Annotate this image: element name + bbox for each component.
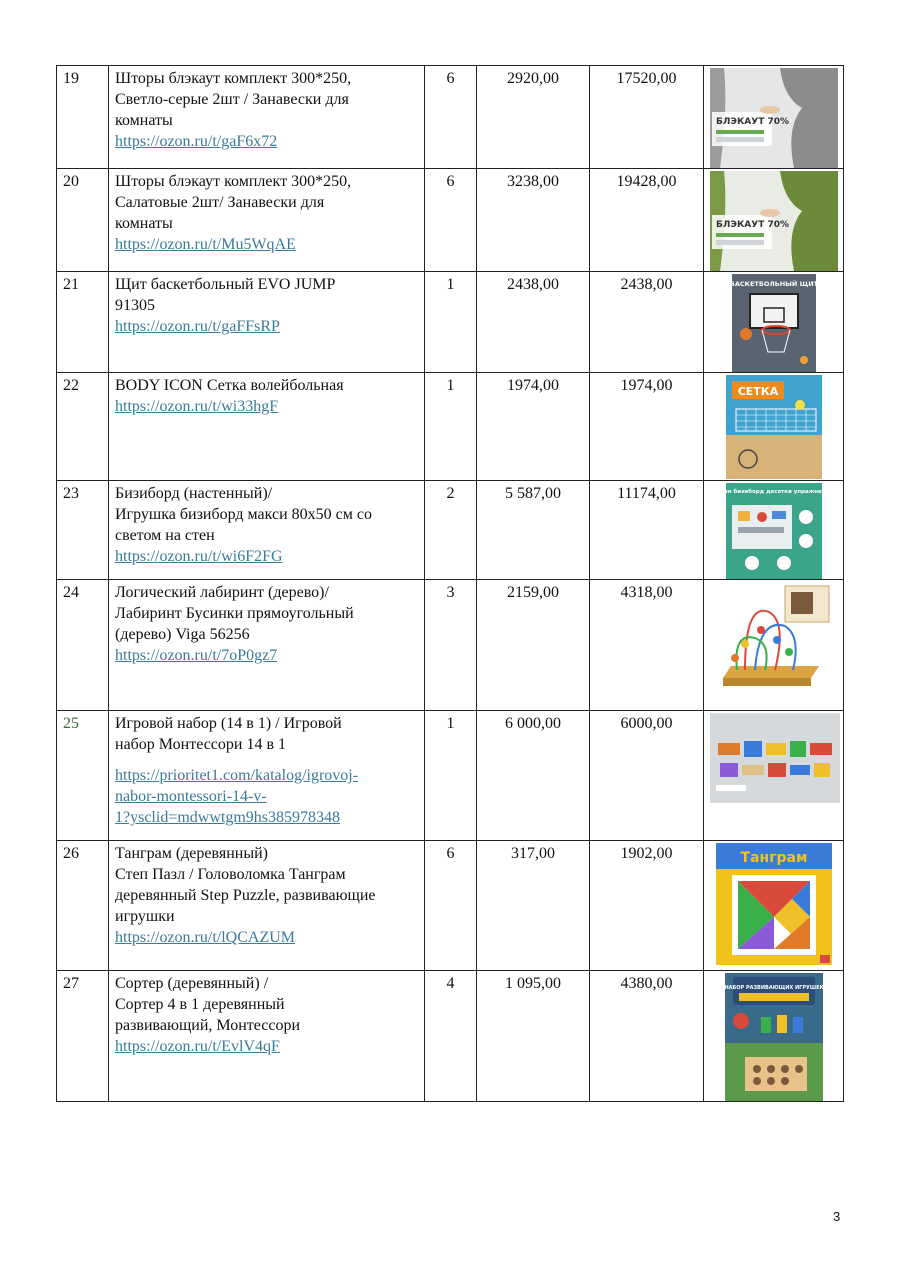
item-quantity: 2 [425,481,477,580]
row-number: 23 [57,481,109,580]
product-image [704,971,844,1102]
item-link[interactable]: https://ozon.ru/t/lQCAZUM [115,929,295,946]
table-row [57,373,844,481]
item-quantity: 6 [425,66,477,169]
item-sum: 19428,00 [590,169,704,272]
table-row [57,272,844,373]
product-image [704,481,844,580]
item-sum: 17520,00 [590,66,704,169]
item-quantity: 1 [425,272,477,373]
product-image [704,580,844,711]
item-price: 317,00 [477,841,590,971]
item-name: BODY ICON Сетка волейбольная https://ozon.ru/t/wi33hgF [109,373,425,481]
svg-text:БЛЭКАУТ 70%: БЛЭКАУТ 70% [716,117,790,127]
item-name: Шторы блэкаут комплект 300*250, Салатовые 2шт/ Занавески для комнаты https://ozon.ru/t/Mu5WqAE [109,169,425,272]
item-price: 2159,00 [477,580,590,711]
item-name: Игровой набор (14 в 1) / Игровой набор Монтессори 14 в 1 https://prioritet1.com/katalog/igrovoj- nabor-montessori-14-v- 1?ysclid=mdwwtgm9hs385978348 [109,711,425,841]
product-image [704,169,844,272]
row-number: 21 [57,272,109,373]
row-number: 24 [57,580,109,711]
item-link[interactable]: https://ozon.ru/t/gaF6x72 [115,133,278,150]
product-image [704,711,844,841]
svg-text:Один бизиборд десятки упражнен: Один бизиборд десятки упражнений [714,489,833,495]
volleyball-net-image [726,375,822,479]
item-name: Танграм (деревянный) Степ Пазл / Головоломка Танграм деревянный Step Puzzle, развивающие игрушки https://ozon.ru/t/lQCAZUM [109,841,425,971]
items-table [56,65,844,1102]
table-row [57,711,844,841]
table-row [57,169,844,272]
item-link[interactable]: https://ozon.ru/t/wi33hgF [115,398,279,415]
table-row [57,841,844,971]
row-number: 19 [57,66,109,169]
row-number: 27 [57,971,109,1102]
item-name: Логический лабиринт (дерево)/ Лабиринт Бусинки прямоугольный (дерево) Viga 56256 https://ozon.ru/t/7oP0gz7 [109,580,425,711]
item-price: 1974,00 [477,373,590,481]
item-name: Бизиборд (настенный)/ Игрушка бизиборд макси 80x50 см со светом на стен https://ozon.ru/t/wi6F2FG [109,481,425,580]
item-name: Шторы блэкаут комплект 300*250, Светло-серые 2шт / Занавески для комнаты https://ozon.ru/t/gaF6x72 [109,66,425,169]
item-price: 1 095,00 [477,971,590,1102]
item-sum: 4380,00 [590,971,704,1102]
item-quantity: 6 [425,841,477,971]
product-image [704,373,844,481]
row-number: 20 [57,169,109,272]
row-number: 26 [57,841,109,971]
item-link[interactable]: https://ozon.ru/t/wi6F2FG [115,548,283,565]
item-price: 2438,00 [477,272,590,373]
svg-text:БАСКЕТБОЛЬНЫЙ ЩИТ: БАСКЕТБОЛЬНЫЙ ЩИТ [729,280,818,288]
row-number: 22 [57,373,109,481]
item-quantity: 1 [425,373,477,481]
item-link[interactable]: 1?ysclid=mdwwtgm9hs385978348 [115,809,341,826]
basketball-board-image [729,274,818,372]
product-image [704,841,844,971]
svg-text:НАБОР РАЗВИВАЮЩИХ ИГРУШЕК: НАБОР РАЗВИВАЮЩИХ ИГРУШЕК [723,985,824,991]
item-quantity: 6 [425,169,477,272]
item-link[interactable]: https://ozon.ru/t/7oP0gz7 [115,647,278,664]
sorter-image [725,973,823,1101]
busyboard-image [714,483,833,579]
curtain-gray-image [710,68,838,168]
table-row [57,580,844,711]
item-quantity: 1 [425,711,477,841]
item-quantity: 4 [425,971,477,1102]
item-price: 3238,00 [477,169,590,272]
item-link[interactable]: https://ozon.ru/t/gaFFsRP [115,318,280,335]
item-name: Сортер (деревянный) / Сортер 4 в 1 деревянный развивающий, Монтессори https://ozon.ru/t/EvlV4qF [109,971,425,1102]
item-price: 2920,00 [477,66,590,169]
product-image [704,66,844,169]
row-number: 25 [57,711,109,841]
item-link[interactable]: https://prioritet1.com/katalog/igrovoj- [115,767,359,784]
item-link[interactable]: https://ozon.ru/t/EvlV4qF [115,1038,280,1055]
table-row [57,481,844,580]
table-row [57,971,844,1102]
montessori-set-image [710,713,840,803]
svg-text:СЕТКА: СЕТКА [737,385,778,398]
item-link[interactable]: nabor-montessori-14-v- [115,788,267,805]
page-number: 3 [833,1209,841,1224]
table-row [57,66,844,169]
item-quantity: 3 [425,580,477,711]
item-link[interactable]: https://ozon.ru/t/Mu5WqAE [115,236,296,253]
svg-text:БЛЭКАУТ 70%: БЛЭКАУТ 70% [716,220,790,230]
product-image [704,272,844,373]
svg-text:Танграм: Танграм [740,850,807,866]
bead-maze-image [715,582,833,692]
curtain-green-image [710,171,838,271]
item-sum: 11174,00 [590,481,704,580]
item-price: 5 587,00 [477,481,590,580]
tangram-image [716,843,832,965]
item-sum: 1974,00 [590,373,704,481]
item-sum: 1902,00 [590,841,704,971]
item-price: 6 000,00 [477,711,590,841]
item-sum: 2438,00 [590,272,704,373]
item-name: Щит баскетбольный EVO JUMP 91305 https://ozon.ru/t/gaFFsRP [109,272,425,373]
item-sum: 6000,00 [590,711,704,841]
item-sum: 4318,00 [590,580,704,711]
